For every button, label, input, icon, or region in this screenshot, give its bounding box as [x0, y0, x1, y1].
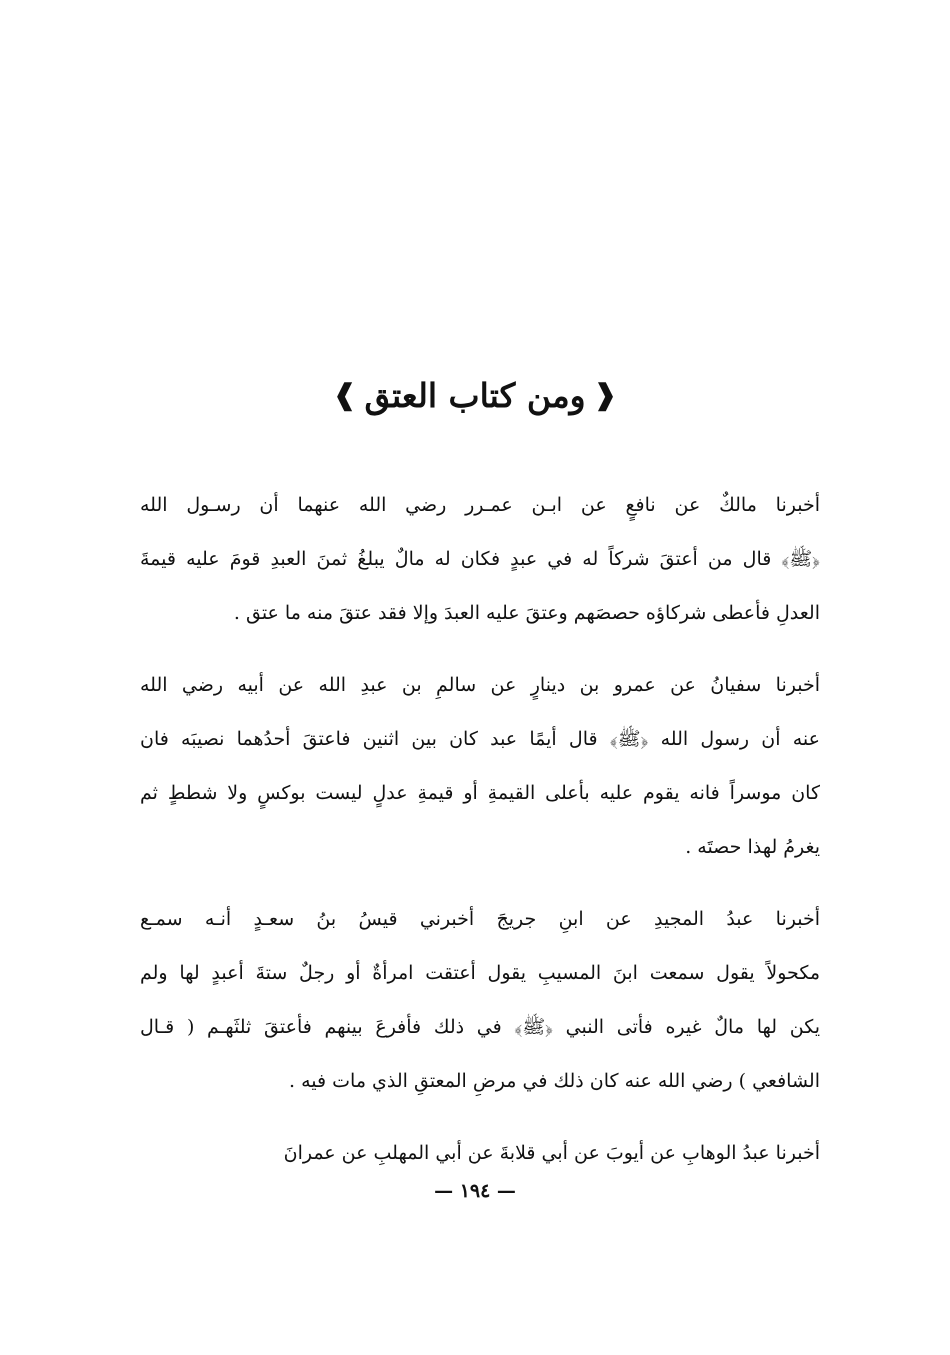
paragraph-2 — [140, 658, 820, 874]
chapter-heading — [0, 365, 950, 425]
ornament-right-bracket: ❰ — [593, 378, 618, 411]
text-line: أخبرنا عبدُ المجيدِ عن ابنِ جريجَ أخبرني قيسُ بنُ سعـدٍ أنـه سمـع — [140, 908, 820, 930]
text-line: أخبرنا عبدُ الوهابِ عن أيوبَ عن أبي قلابةَ عن أبي المهلبِ عن عمرانَ — [283, 1142, 820, 1164]
text-line: يغرمُ لهذا حصتَه . — [685, 836, 820, 858]
chapter-title-text: ومن كتاب العتق — [364, 375, 586, 415]
paragraph-3 — [140, 892, 820, 1108]
ornament-left-bracket: ❱ — [332, 378, 357, 411]
page-number: — ١٩٤ — — [434, 1180, 516, 1202]
text-line: عنه أن رسول الله ﴿ﷺ﴾ قال أيمًا عبد كان بين اثنين فاعتقَ أحدُهما نصيبَه فان — [140, 728, 820, 750]
text-line: الشافعي ) رضي الله عنه كان ذلك في مرضِ المعتقِ الذي مات فيه . — [289, 1070, 820, 1092]
paragraph-4 — [140, 1126, 820, 1180]
text-line: ﴿ﷺ﴾ قال من أعتقَ شركاً له في عبدٍ فكان له مالٌ يبلغُ ثمنَ العبدِ قومَ عليه قيمةَ — [140, 548, 820, 570]
paragraph-1 — [140, 478, 820, 640]
text-line: أخبرنا مالكٌ عن نافعٍ عن ابـن عمـرر رضي الله عنهما أن رسـول الله — [140, 494, 820, 516]
text-line: مكحولاً يقول سمعت ابنَ المسيبِ يقول أعتقت امرأةٌ أو رجلٌ ستةَ أعبدٍ لها ولم — [140, 962, 820, 984]
body-text — [140, 478, 820, 1198]
text-line: العدلِ فأعطى شركاؤه حصصَهم وعتقَ عليه العبدَ وإلا فقد عتقَ منه ما عتق . — [233, 602, 820, 624]
text-line: كان موسراً فانه يقوم عليه بأعلى القيمةِ أو قيمةِ عدلٍ ليست بوكسٍ ولا شططٍ ثم — [140, 782, 820, 804]
text-line: أخبرنا سفيانُ عن عمرو بن دينارٍ عن سالمِ بن عبدِ الله عن أبيه رضي الله — [140, 674, 820, 696]
text-line: يكن لها مالٌ غيره فأتى النبي ﴿ﷺ﴾ في ذلك فأفرعَ بينهم فأعتقَ ثلثَهـم ( قـال — [140, 1016, 820, 1038]
